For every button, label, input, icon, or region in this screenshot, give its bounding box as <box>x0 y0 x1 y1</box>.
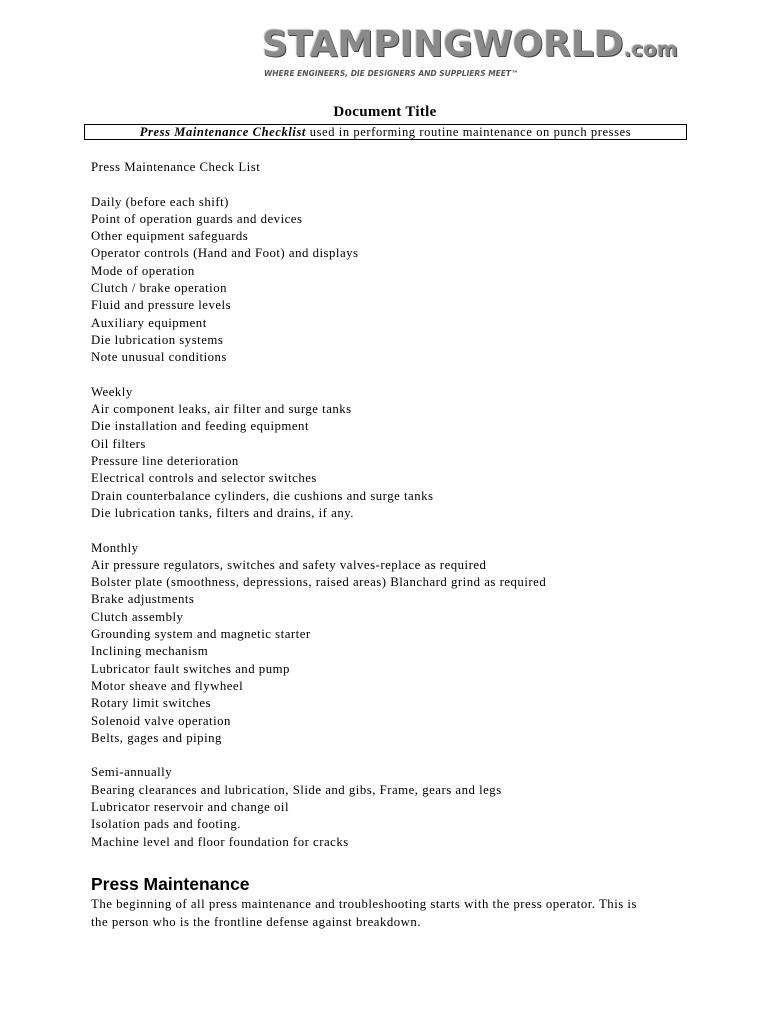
checklist-item: Brake adjustments <box>91 592 195 607</box>
checklist-title: Press Maintenance Check List <box>91 160 261 174</box>
checklist-item: Rotary limit switches <box>91 696 211 711</box>
checklist-item: Bearing clearances and lubrication, Slide and gibs, Frame, gears and legs <box>91 782 502 797</box>
checklist-sections <box>91 194 751 851</box>
checklist-item: Drain counterbalance cylinders, die cushions and surge tanks <box>91 488 434 503</box>
checklist-item: Die installation and feeding equipment <box>91 419 310 434</box>
checklist-item: Pressure line deterioration <box>91 454 239 469</box>
checklist-item: Bolster plate (smoothness, depressions, raised areas) Blanchard grind as required <box>91 575 547 590</box>
checklist-item: Grounding system and magnetic starter <box>91 627 311 642</box>
checklist-item: Lubricator fault switches and pump <box>91 661 290 676</box>
description-box <box>84 124 687 140</box>
checklist-item: Fluid and pressure levels <box>91 298 232 313</box>
stampingworld-logo <box>262 24 678 86</box>
section-heading: Daily (before each shift) <box>91 194 229 209</box>
checklist-item: Electrical controls and selector switches <box>91 471 317 486</box>
logo-tagline: WHERE ENGINEERS, DIE DESIGNERS AND SUPPLIERS MEET™ <box>264 69 519 78</box>
checklist-item: Die lubrication systems <box>91 332 224 347</box>
document-title: Document Title <box>333 104 437 120</box>
checklist-item: Air component leaks, air filter and surge tanks <box>91 402 352 417</box>
press-maintenance-heading: Press Maintenance <box>91 874 250 894</box>
checklist-item: Mode of operation <box>91 263 195 278</box>
checklist-item: Isolation pads and footing. <box>91 817 241 832</box>
logo-wordmark: STAMPINGWORLD.com <box>262 24 678 65</box>
description-text: used in performing routine maintenance on punch presses <box>306 125 632 139</box>
section-heading: Weekly <box>91 384 133 399</box>
press-maintenance-paragraph: The beginning of all press maintenance and troubleshooting starts with the press operator. This is the person who is the frontline defense against breakdown. <box>91 897 637 929</box>
checklist-item: Die lubrication tanks, filters and drains, if any. <box>91 505 354 520</box>
checklist-item: Oil filters <box>91 436 146 451</box>
checklist-item: Clutch assembly <box>91 609 184 624</box>
checklist-item: Operator controls (Hand and Foot) and displays <box>91 246 359 261</box>
checklist-item: Auxiliary equipment <box>91 315 207 330</box>
section-heading: Monthly <box>91 540 139 555</box>
checklist-item: Point of operation guards and devices <box>91 211 303 226</box>
checklist-content <box>91 159 751 851</box>
checklist-item: Inclining mechanism <box>91 644 209 659</box>
section-heading: Semi-annually <box>91 765 173 780</box>
checklist-item: Motor sheave and flywheel <box>91 678 244 693</box>
checklist-item: Note unusual conditions <box>91 350 227 365</box>
checklist-item: Clutch / brake operation <box>91 281 228 296</box>
description-emphasis: Press Maintenance Checklist <box>139 125 307 139</box>
checklist-item: Belts, gages and piping <box>91 730 222 745</box>
checklist-item: Air pressure regulators, switches and safety valves-replace as required <box>91 557 487 572</box>
checklist-item: Other equipment safeguards <box>91 229 249 244</box>
checklist-item: Lubricator reservoir and change oil <box>91 799 289 814</box>
checklist-item: Machine level and floor foundation for cracks <box>91 834 349 849</box>
checklist-item: Solenoid valve operation <box>91 713 231 728</box>
